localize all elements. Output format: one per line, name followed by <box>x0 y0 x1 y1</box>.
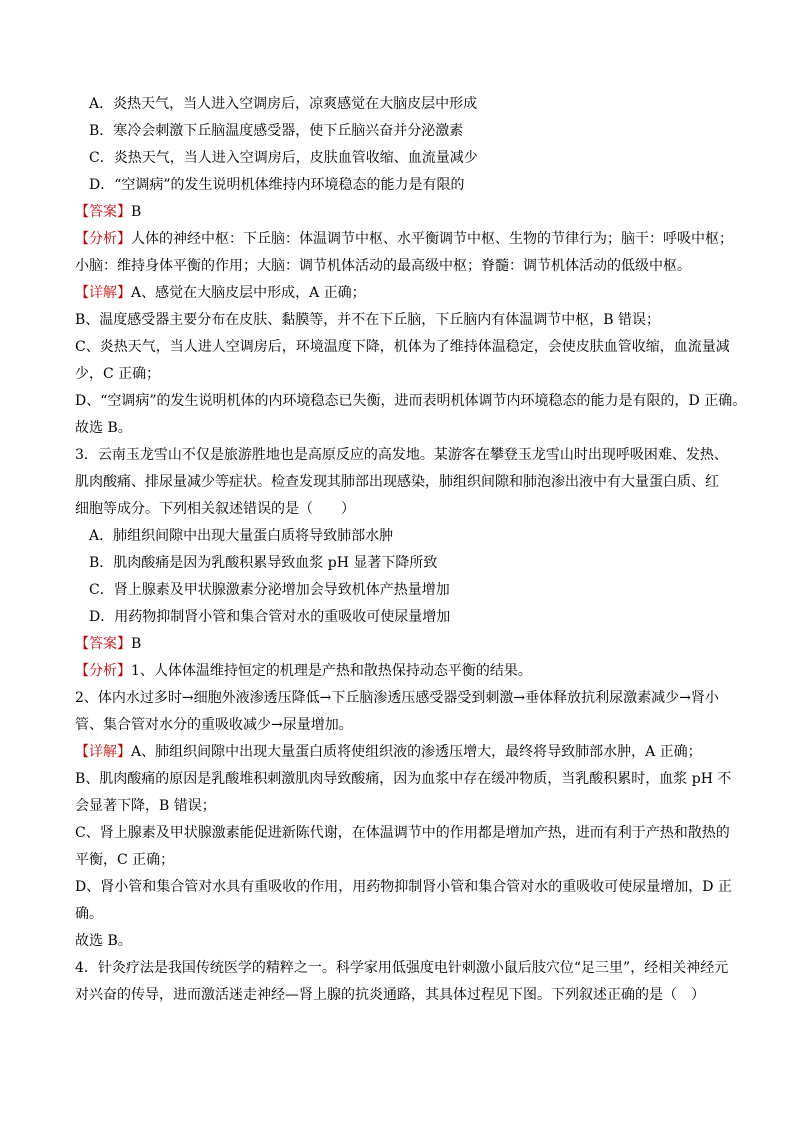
q2-analysis-line: 小脑：维持身体平衡的作用；大脑：调节机体活动的最高级中枢；脊髓：调节机体活动的低级中枢。 <box>75 258 691 274</box>
q2-answer <box>75 202 141 222</box>
detail-text: A、肺组织间隙中出现大量蛋白质将使组织液的渗透压增大，最终将导致肺部水肿，A 正确； <box>131 744 702 760</box>
detail-text: A、感觉在大脑皮层中形成，A 正确； <box>131 285 366 301</box>
q3-detail-line: 故选 B。 <box>75 933 132 949</box>
q3-option-a: A．肺组织间隙中出现大量蛋白质将导致肺部水肿 <box>89 528 394 544</box>
q3-detail-line: 确。 <box>75 906 103 922</box>
q2-analysis-line <box>75 229 733 249</box>
q2-detail-line: C、炎热天气，当人进人空调房后，环境温度下降，机体为了维持体温稳定，会使皮肤血管收缩，血流量减 <box>75 339 730 355</box>
q2-detail-line: 少，C 正确； <box>75 366 161 382</box>
q4-stem-line: 4．针灸疗法是我国传统医学的精粹之一。科学家用低强度电针刺激小鼠后肢穴位“足三里”，经相关神经元 <box>75 960 729 976</box>
q2-option-a: A．炎热天气，当人进入空调房后，凉爽感觉在大脑皮层中形成 <box>89 96 478 112</box>
analysis-text: 1、人体体温维持恒定的机理是产热和散热保持动态平衡的结果。 <box>131 663 532 679</box>
q3-detail-line: 平衡，C 正确； <box>75 852 175 868</box>
analysis-tag: 【分析】 <box>75 663 131 679</box>
q3-analysis-line <box>75 661 532 681</box>
analysis-tag: 【分析】 <box>75 231 131 247</box>
q3-detail-line: D、肾小管和集合管对水具有重吸收的作用，用药物抑制肾小管和集合管对水的重吸收可使尿量增加，D 正 <box>75 879 732 895</box>
q3-option-b: B．肌肉酸痛是因为乳酸积累导致血浆 pH 显著下降所致 <box>89 555 438 571</box>
q3-stem-line: 3．云南玉龙雪山不仅是旅游胜地也是高原反应的高发地。某游客在攀登玉龙雪山时出现呼吸困难、发热、 <box>75 447 728 463</box>
q3-detail-line: B、肌肉酸痛的原因是乳酸堆积刺激肌肉导致酸痛，因为血浆中存在缓冲物质，当乳酸积累时，血浆 pH 不 <box>75 771 732 787</box>
q2-option-d: D．“空调病”的发生说明机体维持内环境稳态的能力是有限的 <box>89 177 465 193</box>
q3-option-d: D．用药物抑制肾小管和集合管对水的重吸收可使尿量增加 <box>89 609 451 625</box>
q3-option-c: C．肾上腺素及甲状腺激素分泌增加会导致机体产热量增加 <box>89 582 450 598</box>
q3-detail-line <box>75 742 702 762</box>
q2-option-b: B．寒冷会刺激下丘脑温度感受器，使下丘脑兴奋并分泌激素 <box>89 123 464 139</box>
q2-detail-line: D、“空调病”的发生说明机体的内环境稳态已失衡，进而表明机体调节内环境稳态的能力是有限的，D 正确。 <box>75 393 747 409</box>
answer-value: B <box>131 636 142 652</box>
q3-analysis-line: 管、集合管对水分的重吸收减少→尿量增加。 <box>75 717 353 733</box>
q3-analysis-line: 2、体内水过多时→细胞外液渗透压降低→下丘脑渗透压感受器受到刺激→垂体释放抗利尿激素减少→肾小 <box>75 690 719 706</box>
answer-value: B <box>131 204 142 220</box>
q2-detail-line: B、温度感受器主要分布在皮肤、黏膜等，并不在下丘脑，下丘脑内有体温调节中枢，B 错误； <box>75 312 661 328</box>
detail-tag: 【详解】 <box>75 285 131 301</box>
q3-detail-line: 会显著下降，B 错误； <box>75 798 216 814</box>
answer-tag: 【答案】 <box>75 636 131 652</box>
q4-stem-line: 对兴奋的传导，进而激活迷走神经—肾上腺的抗炎通路，其具体过程见下图。下列叙述正确的是（ ） <box>75 987 705 1003</box>
detail-tag: 【详解】 <box>75 744 131 760</box>
q2-detail-line: 故选 B。 <box>75 420 132 436</box>
q3-answer <box>75 634 141 654</box>
q3-detail-line: C、肾上腺素及甲状腺激素能促进新陈代谢，在体温调节中的作用都是增加产热，进而有利于产热和散热的 <box>75 825 730 841</box>
q2-option-c: C．炎热天气，当人进入空调房后，皮肤血管收缩、血流量减少 <box>89 150 478 166</box>
q3-stem-line: 肌肉酸痛、排尿量减少等症状。检查发现其肺部出现感染，肺组织间隙和肺泡渗出液中有大量蛋白质、红 <box>75 474 719 490</box>
analysis-text: 人体的神经中枢：下丘脑：体温调节中枢、水平衡调节中枢、生物的节律行为；脑干：呼吸中枢； <box>131 231 733 247</box>
q3-stem-line: 细胞等成分。下列相关叙述错误的是（ ） <box>75 501 355 517</box>
answer-tag: 【答案】 <box>75 204 131 220</box>
q2-detail-line <box>75 283 366 303</box>
